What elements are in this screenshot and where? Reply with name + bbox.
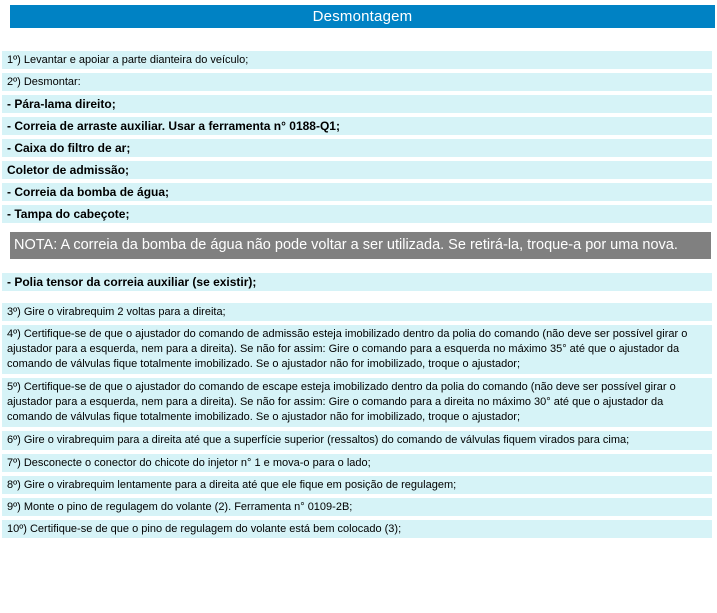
text-line: 6º) Gire o virabrequim para a direita até que a superfície superior (ressaltos) do comando de válvulas fiquem virados para cima; bbox=[2, 431, 712, 450]
text-line: 2º) Desmontar: bbox=[2, 73, 712, 91]
text-line: 1º) Levantar e apoiar a parte dianteira do veículo; bbox=[2, 51, 712, 69]
note-box: NOTA: A correia da bomba de água não pode voltar a ser utilizada. Se retirá-la, troque-a por uma nova. bbox=[10, 232, 711, 259]
text-line: - Correia de arraste auxiliar. Usar a ferramenta n° 0188-Q1; bbox=[2, 117, 712, 135]
text-line: 8º) Gire o virabrequim lentamente para a direita até que ele fique em posição de regulagem; bbox=[2, 476, 712, 494]
text-line: - Tampa do cabeçote; bbox=[2, 205, 712, 223]
text-line: - Correia da bomba de água; bbox=[2, 183, 712, 201]
text-line: - Pára-lama direito; bbox=[2, 95, 712, 113]
text-line: 4º) Certifique-se de que o ajustador do comando de admissão esteja imobilizado dentro da polia do comando (não deve ser possível girar o ajustador para a esquerda, nem para a direita). Se não for assim: Gire o comando para a esquerda no máximo 35° até que o ajustador da comando de válvulas fique totalmente imobilizado. Se o ajustador não for imobilizado, troque o ajustador; bbox=[2, 325, 712, 374]
text-line: 9º) Monte o pino de regulagem do volante (2). Ferramenta n° 0109-2B; bbox=[2, 498, 712, 516]
page-title: Desmontagem bbox=[10, 5, 715, 28]
text-line: 5º) Certifique-se de que o ajustador do comando de escape esteja imobilizado dentro da polia do comando (não deve ser possível girar o ajustador para a esquerda, nem para a direita). Se não for assim: Gire o comando para a direita no máximo 30° até que o ajustador da comando de válvulas fique totalmente imobilizado. Se o ajustador não for imobilizado, troque o ajustador; bbox=[2, 378, 712, 427]
text-line: Coletor de admissão; bbox=[2, 161, 712, 179]
text-line: 10º) Certifique-se de que o pino de regulagem do volante está bem colocado (3); bbox=[2, 520, 712, 538]
text-line: - Polia tensor da correia auxiliar (se existir); bbox=[2, 273, 712, 291]
text-line: 3º) Gire o virabrequim 2 voltas para a direita; bbox=[2, 303, 712, 321]
text-line: - Caixa do filtro de ar; bbox=[2, 139, 712, 157]
step-list bbox=[2, 51, 717, 538]
text-line: 7º) Desconecte o conector do chicote do injetor n° 1 e mova-o para o lado; bbox=[2, 454, 712, 472]
